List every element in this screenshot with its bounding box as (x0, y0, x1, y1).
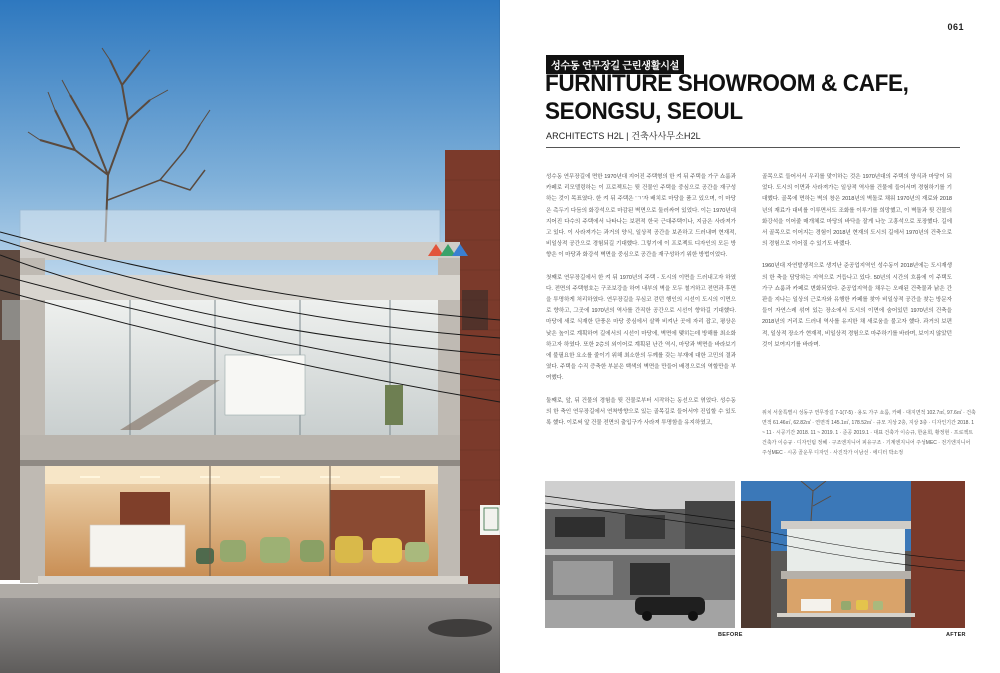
architect-credit: ARCHITECTS H2L | 건축사사무소H2L (546, 131, 701, 141)
before-photo (545, 481, 735, 628)
after-photo-illustration (741, 481, 965, 628)
article-page (500, 0, 1000, 673)
lounge-chairs (196, 536, 429, 564)
after-photo (741, 481, 965, 628)
page-number: 061 (947, 22, 964, 32)
body-paragraph: 둘째로, 앞, 뒤 건물의 경험을 뒷 건물로부터 시작하는 동선으로 엮었다. 성수동의 한 축인 연무장길에서 연착방향으로 있는 골목길로 들어서야 진입할 수 있도록 했다. 이로써 앞 건물 전면의 출입구가 사라져 투명함을 유지하였고, (546, 397, 736, 427)
before-photo-illustration (545, 481, 735, 628)
body-paragraph: 1960년대 자연발생적으로 생겨난 준공업지역인 성수동이 2018년에는 도시재생의 한 축을 담당하는 지역으로 거듭나고 있다. 50년의 시간의 흐름에 이 주택도 가구 쇼룸과 카페로 변화되었다. 준공업지역을 채우는 오래된 건축물과 낡은 간판을 지나는 일상의 근로자와 유행한 카페를 찾아 비일상적 공간을 찾는 방문자들이 자연스레 섞여 있는 장소에서 도시의 이면에 숨어있던 1970년의 건축을 2018년의 거리로 드러내 역사를 유지한 채 새로움을 불고자 했다. 과거의 보편적, 일상적 장소가 현재적, 비일상적 경험으로 마주하기를 바라며, 보이지 않았던 것이 보여지기를 바라며. (762, 263, 952, 348)
body-column-right (762, 172, 952, 362)
article-title (545, 70, 931, 126)
body-paragraph: 첫째로 연무장길에서 한 켜 뒤 1970년의 주택 - 도시의 이면을 드러내고자 하였다. 전면의 주택형호는 구조보강을 하여 내부의 벽을 모두 철거하고 전면과 후면을 투명하게 처리하였다. 연무장길을 무심코 걷던 행인의 시선이 도시의 이면으로 향하고, 그곳에 1970년의 역사를 간직한 공간으로 시선이 향하길 기대했다. 마당에 새로 식재한 단풍은 마당 중심에서 살짝 비켜난 곳에 자리 잡고, 평상은 낮은 높이로 계획하여 길에서의 시선이 마당에, 벽면에 맺히는데 방해를 최소화하고자 하였다. 또한 2층의 외이어로 계획된 난간 역시, 마당과 벽면을 바라보기에 불필요한 요소를 줄이기 위해 최소한의 두께를 갖는 부재에 대한 고민의 결과였다. 주택을 수직 증축한 부분은 백색의 벽면을 만들어 배경으로의 역할만을 부여했다. (546, 274, 736, 382)
cafe-counter (90, 525, 185, 567)
category-tag: 성수동 연무장길 근린생활시설 (546, 55, 684, 74)
title-line: FURNITURE SHOWROOM & CAFE, (545, 70, 909, 97)
manhole-cover (428, 619, 492, 637)
body-column-left (546, 172, 736, 440)
title-line: SEONGSU, SEOUL (545, 98, 743, 125)
body-paragraph: 골목으로 들어서서 우리를 맞이하는 것은 1970년대의 주택의 양식과 마당이 되었다. 도시의 이면과 사라져가는 일상적 역사를 건물에 들어서며 경험하기를 기대했다. 골목에 면하는 벽의 창은 2018년의 벽돌로 채워 1970년의 재료와 2018년의 재료가 대비를 이루면서도 조화를 이루기를 희망했고, 이 벽돌과 뒷 건물의 화강석을 이어줄 매개체로 마당의 바닥을 잘게 나눈 고흥석으로 포장했다. 길에서 골목으로 이어지는 경험이 2018년 현재의 도시의 길에서 1970년의 건축으로의 경험으로 이어질 수 있기도 바랬다. (762, 174, 952, 248)
body-paragraph: 성수동 연무장길에 면한 1970년대 지어진 주택형의 한 켜 뒤 주택을 가구 쇼룸과 카페로 리모델링하는 이 프로젝트는 뒷 건물인 주택을 중심으로 공간을 재구성하는 것이 목표였다. 한 켜 뒤 주택은 ‘ㄱ’자 배치로 마당을 품고 있으며, 이 마당은 촉두기 다듬의 화강석으로 마감된 벽면으로 둘러싸여 있었다. 이는 1970년대 지어진 다수의 주택에서 나타나는 보편적 한국 근대주택이나, 지금은 사라져가고 있다. 이 사라져가는 과거의 양식, 일상적 공간을 보존하고 드러내며 현재적, 비일상적 공간으로 경험되길 기대했다. 그렇기에 이 프로젝트 디자인의 모든 방향은 이 마당과 화강석 벽면을 중심으로 공간을 재구성하기 위한 방법이었다. (546, 174, 736, 259)
after-caption: AFTER (946, 632, 966, 638)
before-caption: BEFORE (718, 632, 743, 638)
project-credits: 위치 서울특별시 성동구 연무장길 7-1(7-5) · 용도 가구 쇼룸, 카페 · 대지면적 102.7㎡, 97.6㎡ · 건축면적 61.46㎡, 62.82㎡ · 연면적 145.1㎡, 178.52㎡ · 규모 지상 2층, 지상 3층 · 디자인기간 2018. 1 ~ 11 · 시공기간 2018. 11 ~ 2019. 1 · 준공 2019.1 · 대표 건축가 이승규, 한윤희, 황정현 · 프로젝트 건축가 이승규 · 디자인팀 정혜 · 구조엔지니어 피유구조 · 기계엔지니어 주성MEC · 전기엔지니어 주성MEC · 시공 골운무 디자인 · 사진작가 이남선 · 에디터 박소정 (762, 410, 976, 456)
title-divider (546, 147, 960, 148)
